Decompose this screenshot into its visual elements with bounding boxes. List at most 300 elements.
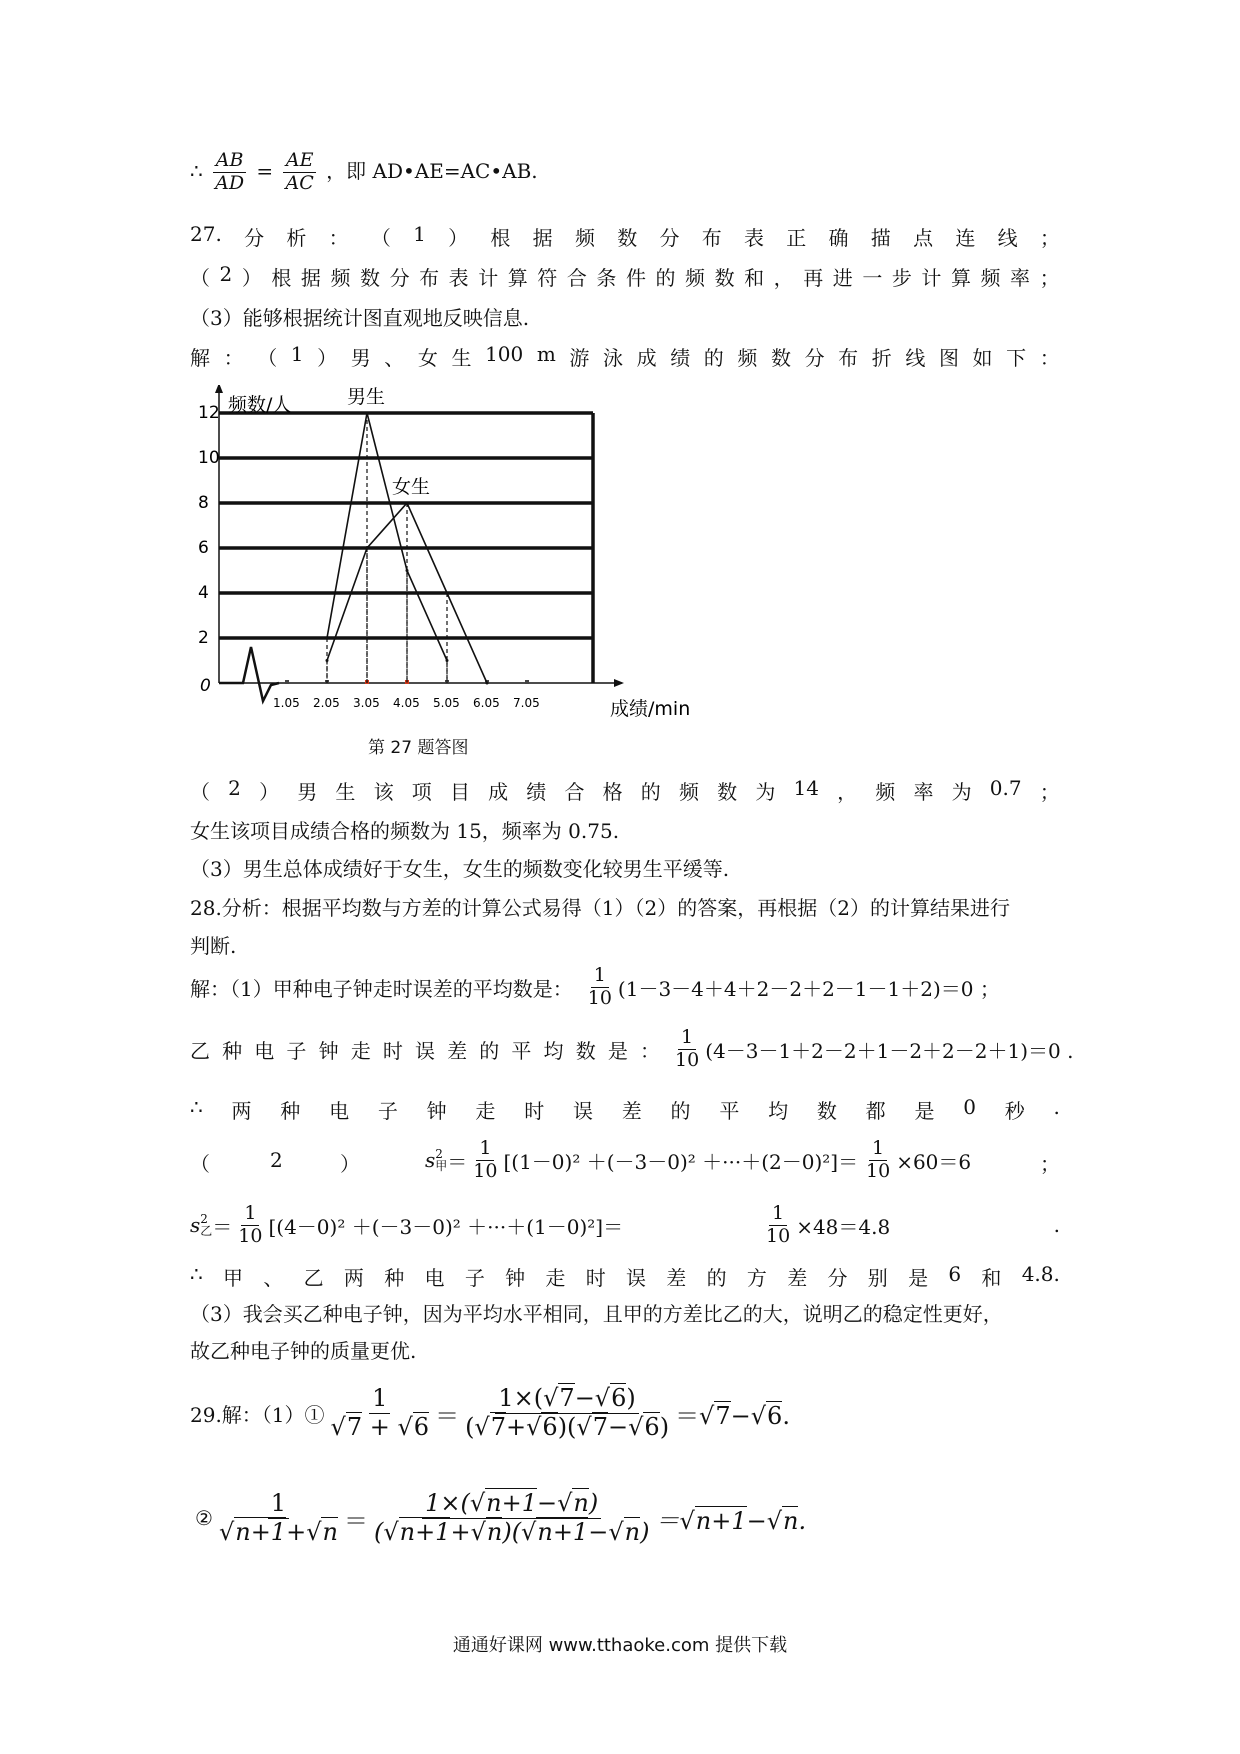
q27-analysis-token: ； bbox=[1039, 226, 1060, 250]
q28-therefore-token: 时 bbox=[524, 1099, 545, 1123]
q27-analysis-token: 布 bbox=[701, 226, 722, 250]
variance-symbol: s bbox=[190, 1213, 201, 1238]
q28-therefore-token: 方 bbox=[746, 1266, 767, 1290]
y-axis-arrow bbox=[215, 385, 223, 393]
q27-part2-token: 目 bbox=[449, 780, 470, 804]
variance-jia-expr: s 2 甲 ＝ $\frac{1}{10}$ [(1－0)² ＋(－3－0)² ＋···＋(2－0)²]＝ bbox=[425, 1137, 859, 1182]
origin-label: 0 bbox=[200, 676, 211, 696]
fraction-numerator: 1 bbox=[591, 965, 609, 988]
variance-yi-sum: [(4－0)² ＋(－3－0)² ＋···＋(1－0)²]＝ bbox=[268, 1214, 624, 1239]
q28-therefore-token: 钟 bbox=[426, 1099, 447, 1123]
q27-analysis-line2 bbox=[190, 262, 1060, 291]
q28-sol2-token: 钟 bbox=[318, 1038, 339, 1063]
q28-solution-line2 bbox=[190, 1027, 1073, 1072]
period: . bbox=[1053, 1213, 1060, 1237]
q27-analysis-token: （ bbox=[370, 226, 391, 250]
q28-sol2-token: 种 bbox=[222, 1038, 243, 1063]
q28-therefore-token: . bbox=[1053, 1095, 1060, 1119]
q27-analysis-token: 正 bbox=[786, 226, 807, 250]
q27-analysis-token: 频 bbox=[574, 226, 595, 250]
fraction-general-rationalized bbox=[371, 1490, 653, 1546]
fraction-denominator: 10 bbox=[866, 1159, 891, 1182]
radicand: 6 bbox=[413, 1412, 430, 1441]
q27-analysis-token: 频 bbox=[330, 266, 351, 290]
q28-therefore-token: 差 bbox=[621, 1099, 642, 1123]
q27-part2-token: ； bbox=[1039, 780, 1060, 804]
x-tick-label: 3.05 bbox=[353, 696, 380, 710]
numerator-prefix: 1×( bbox=[498, 1384, 544, 1412]
q28-therefore-token: 数 bbox=[816, 1099, 837, 1123]
y-axis-label: 频数/人 bbox=[228, 394, 292, 416]
fraction-denominator: AD bbox=[215, 171, 245, 194]
radicand: n+1 bbox=[235, 1517, 287, 1546]
q27-analysis-token: 计 bbox=[921, 266, 942, 290]
q27-solution-token: 图 bbox=[938, 346, 959, 370]
q27-analysis-token: 件 bbox=[625, 266, 646, 290]
q28-therefore-token: 误 bbox=[572, 1099, 593, 1123]
q28-therefore-token: 都 bbox=[865, 1099, 886, 1123]
q27-analysis-token: 条 bbox=[596, 266, 617, 290]
y-tick-label: 4 bbox=[198, 583, 209, 603]
q28-therefore-token: 别 bbox=[867, 1266, 888, 1290]
fraction-one-tenth bbox=[763, 1203, 793, 1248]
data-point bbox=[326, 637, 329, 640]
fraction-one-tenth bbox=[672, 1027, 702, 1072]
q27-part2-line1 bbox=[190, 776, 1060, 805]
q27-part2-token: 频 bbox=[678, 780, 699, 804]
q27-solution-token: 、 bbox=[384, 346, 405, 370]
fraction-numerator: 1×(√n+1−√n) bbox=[422, 1490, 601, 1519]
q28-sol2-token: 乙 bbox=[190, 1038, 210, 1063]
fraction-denominator: 10 bbox=[238, 1224, 263, 1247]
q28-therefore-token: 4.8. bbox=[1021, 1262, 1060, 1286]
data-point bbox=[366, 412, 369, 415]
fraction-one-tenth bbox=[863, 1138, 893, 1183]
q28-sol2-token: 是 bbox=[607, 1038, 628, 1063]
q27-part2-token: 合 bbox=[564, 780, 585, 804]
q28-therefore-token: 种 bbox=[280, 1099, 301, 1123]
q27-solution-token: （ bbox=[257, 346, 278, 370]
q28-therefore-token: 乙 bbox=[303, 1266, 324, 1290]
q27-part2-token: 绩 bbox=[526, 780, 547, 804]
variance-symbol: s bbox=[425, 1148, 436, 1173]
part-number: 2 bbox=[270, 1148, 283, 1172]
fraction-denominator: 10 bbox=[766, 1224, 791, 1247]
fraction-numerator: 1 bbox=[678, 1027, 696, 1050]
q27-part2-token: 生 bbox=[335, 780, 356, 804]
series-line-male bbox=[327, 413, 447, 661]
radicand: 7 bbox=[346, 1412, 363, 1441]
fraction-rationalize bbox=[328, 1385, 433, 1441]
q27-part2-token: 的 bbox=[640, 780, 661, 804]
q27-part2-token: ） bbox=[259, 780, 280, 804]
superscript: 2 bbox=[435, 1147, 443, 1162]
q27-solution-token: m bbox=[536, 342, 556, 366]
q27-solution-token: 游 bbox=[569, 346, 590, 370]
q27-solution-token: 绩 bbox=[670, 346, 691, 370]
q27-solution-token: 生 bbox=[451, 346, 472, 370]
q27-solution-token: 的 bbox=[703, 346, 724, 370]
fraction-denominator: 10 bbox=[675, 1048, 700, 1071]
q27-analysis-token: 分 bbox=[389, 266, 410, 290]
q28-therefore-token: 两 bbox=[343, 1266, 364, 1290]
variance-jia-result bbox=[860, 1138, 971, 1183]
fraction-denominator: √n+1+√n bbox=[218, 1517, 338, 1546]
q27-analysis-token: ； bbox=[1039, 266, 1060, 290]
q27-solution-token: 数 bbox=[770, 346, 791, 370]
q27-analysis-token: 27. bbox=[190, 222, 222, 246]
variance-jia-sum: [(1－0)² ＋(－3－0)² ＋···＋(2－0)²]＝ bbox=[503, 1149, 859, 1174]
fraction-denominator: √7 + √6 bbox=[330, 1412, 430, 1441]
superscript: 2 bbox=[200, 1212, 208, 1227]
q28-therefore-token: 是 bbox=[908, 1266, 929, 1290]
radicand: n bbox=[573, 1489, 589, 1517]
radicand: n bbox=[486, 1517, 503, 1546]
series-label-female: 女生 bbox=[392, 476, 431, 498]
q28-therefore-token: 误 bbox=[626, 1266, 646, 1290]
q28-therefore-token: 分 bbox=[827, 1266, 848, 1290]
q28-therefore-line1 bbox=[190, 1095, 1060, 1124]
q27-analysis-token: 的 bbox=[655, 266, 676, 290]
q27-analysis-token: 数 bbox=[617, 226, 638, 250]
y-tick-label: 8 bbox=[198, 493, 209, 513]
q27-solution-token: 100 bbox=[485, 342, 524, 366]
footer-credit: 通通好课网 www.tthaoke.com 提供下载 bbox=[452, 1635, 788, 1656]
q27-solution-token: 男 bbox=[350, 346, 371, 370]
fraction-one-tenth bbox=[470, 1138, 500, 1183]
fraction-denominator: (√7+√6)(√7−√6) bbox=[465, 1412, 670, 1441]
q27-analysis-token: 点 bbox=[913, 226, 934, 250]
q28-therefore-token: 子 bbox=[377, 1099, 398, 1123]
q27-analysis-token: 率 bbox=[1010, 266, 1031, 290]
radicand: 6 bbox=[611, 1384, 627, 1412]
data-point bbox=[366, 547, 369, 550]
radicand: 7 bbox=[715, 1401, 731, 1430]
q27-analysis-line1 bbox=[190, 222, 1060, 251]
q27-analysis-token: 频 bbox=[980, 266, 1001, 290]
x-axis-arrow bbox=[614, 679, 624, 687]
q28-sol2-token: 平 bbox=[511, 1038, 532, 1063]
q28-therefore-token: 电 bbox=[329, 1099, 350, 1123]
q27-analysis-token: 进 bbox=[832, 266, 853, 290]
q27-analysis-token: 分 bbox=[244, 226, 265, 250]
q28-analysis: 28.分析：根据平均数与方差的计算公式易得（1）（2）的答案，再根据（2）的计算结果进行 bbox=[190, 896, 1010, 920]
data-point bbox=[446, 659, 449, 662]
q27-analysis-token: 布 bbox=[419, 266, 440, 290]
q27-analysis-token: 2 bbox=[219, 262, 233, 286]
semicolon: ； bbox=[1040, 1152, 1060, 1176]
q28-therefore-token: 钟 bbox=[505, 1266, 526, 1290]
fraction-numerator: AB bbox=[213, 150, 247, 173]
q28-solution-line1 bbox=[190, 965, 1000, 1010]
radicand: n bbox=[322, 1517, 338, 1546]
q27-solution-token: 折 bbox=[871, 346, 892, 370]
radicand: 7 bbox=[559, 1384, 575, 1412]
q28-sol2-token: 误 bbox=[414, 1038, 435, 1063]
q27-analysis-line3: （3）能够根据统计图直观地反映信息. bbox=[190, 306, 530, 330]
q27-analysis-token: 线 bbox=[997, 226, 1018, 250]
q27-part2-token: 频 bbox=[875, 780, 896, 804]
q27-part2-token: 男 bbox=[297, 780, 318, 804]
fraction-numerator: 1 bbox=[268, 1490, 289, 1519]
q28-therefore-token: 差 bbox=[787, 1266, 808, 1290]
variance-yi-value: ×48＝4.8 bbox=[796, 1214, 891, 1239]
numerator-prefix: 1×( bbox=[425, 1489, 470, 1517]
q27-part2-token: 14 bbox=[793, 776, 819, 800]
q27-analysis-token: ： bbox=[328, 226, 349, 250]
q28-sol2-token: ： bbox=[639, 1038, 660, 1063]
q28-therefore-token: ∴ bbox=[190, 1262, 203, 1286]
q28-therefore-token: 秒 bbox=[1004, 1099, 1025, 1123]
axis-break-zigzag bbox=[219, 647, 279, 701]
fraction-numerator: 1 bbox=[476, 1138, 494, 1161]
circled-two: ② bbox=[195, 1506, 213, 1531]
q27-analysis-token: 连 bbox=[955, 226, 976, 250]
q27-solution-line bbox=[190, 342, 1060, 371]
radicand: 7 bbox=[592, 1412, 608, 1441]
q28-therefore-token: 种 bbox=[384, 1266, 405, 1290]
q27-analysis-token: 据 bbox=[300, 266, 321, 290]
q27-analysis-token: 频 bbox=[685, 266, 706, 290]
q28-sol1-text: 解：（1）甲种电子钟走时误差的平均数是： bbox=[190, 976, 573, 1001]
x-tick-label: 2.05 bbox=[313, 696, 340, 710]
x-tick-label: 7.05 bbox=[513, 696, 540, 710]
q28-therefore-token: 走 bbox=[475, 1099, 496, 1123]
q28-therefore-token: 是 bbox=[914, 1099, 935, 1123]
q27-analysis-token: 再 bbox=[803, 266, 824, 290]
fraction-numerator: 1×(√7−√6) bbox=[495, 1385, 638, 1414]
series-label-male: 男生 bbox=[347, 386, 386, 408]
q27-part2-token: （ bbox=[190, 780, 210, 804]
radicand: n+1 bbox=[399, 1517, 451, 1546]
fraction-numerator: 1 bbox=[869, 1138, 887, 1161]
q27-solution-token: 解 bbox=[190, 346, 210, 370]
q27-solution-token: ） bbox=[317, 346, 338, 370]
y-tick-label: 12 bbox=[198, 403, 220, 423]
q27-analysis-token: 析 bbox=[286, 226, 307, 250]
q27-analysis-token: 根 bbox=[490, 226, 511, 250]
x-tick-label: 5.05 bbox=[433, 696, 460, 710]
q28-variance-jia bbox=[190, 1130, 1060, 1190]
q29-part2: ② $\frac{1}{√n+1+√n}$ ＝ $\frac{1\times(√n+1-√n)}{(√n+1+√n)(√n+1-√n)}$ ＝√n+1−√n. bbox=[195, 1489, 807, 1546]
y-tick-label: 6 bbox=[198, 538, 209, 558]
q27-solution-token: 女 bbox=[417, 346, 438, 370]
fraction-numerator: 1 bbox=[241, 1203, 259, 1226]
q27-analysis-token: 表 bbox=[448, 266, 469, 290]
fraction-rationalized bbox=[462, 1385, 672, 1441]
q28-therefore-token: 两 bbox=[231, 1099, 252, 1123]
q28-therefore-token: ∴ bbox=[190, 1095, 203, 1119]
x-axis-label: 成绩/min bbox=[610, 698, 691, 720]
radicand: 6 bbox=[767, 1401, 783, 1430]
q27-analysis-token: 数 bbox=[360, 266, 381, 290]
x-tick-label: 4.05 bbox=[393, 696, 420, 710]
radicand: n+1 bbox=[537, 1517, 589, 1546]
q28-therefore-token: 电 bbox=[424, 1266, 445, 1290]
q28-therefore-token: 差 bbox=[666, 1266, 687, 1290]
proof-text: ，即 AD•AE=AC•AB. bbox=[326, 158, 538, 183]
q28-part3-line1: （3）我会买乙种电子钟，因为平均水平相同，且甲的方差比乙的大，说明乙的稳定性更好， bbox=[190, 1302, 1003, 1326]
proof-conclusion bbox=[190, 150, 538, 195]
q28-therefore-token: 均 bbox=[768, 1099, 789, 1123]
fraction-denominator: 10 bbox=[473, 1159, 498, 1182]
q28-sol2-text bbox=[190, 1035, 660, 1064]
q27-solution-token: ： bbox=[223, 346, 244, 370]
y-tick-label: 2 bbox=[198, 628, 209, 648]
data-point bbox=[406, 569, 409, 572]
fraction-one-tenth bbox=[585, 965, 615, 1010]
q27-solution-token: 分 bbox=[804, 346, 825, 370]
paren-close: ） bbox=[340, 1152, 360, 1176]
q28-therefore-token: 平 bbox=[719, 1099, 740, 1123]
chart-caption: 第 27 题答图 bbox=[368, 738, 469, 758]
variance-scripts bbox=[200, 1213, 212, 1237]
fraction-one-tenth bbox=[235, 1203, 265, 1248]
subscript: 甲 bbox=[435, 1159, 448, 1174]
q28-sol1-expression: (1－3－4＋4＋2－2＋2－1－1＋2)＝0 ； bbox=[617, 976, 1000, 1001]
q28-sol2-token: 的 bbox=[479, 1038, 500, 1063]
data-point bbox=[406, 502, 409, 505]
q27-analysis-token: 步 bbox=[891, 266, 912, 290]
q27-analysis-token: ， bbox=[773, 266, 794, 290]
q27-analysis-token: ） bbox=[241, 266, 262, 290]
radicand: n bbox=[783, 1506, 799, 1535]
q27-part2-token: 项 bbox=[411, 780, 432, 804]
fraction-numerator: AE bbox=[283, 150, 317, 173]
q28-sol2-token: 走 bbox=[350, 1038, 371, 1063]
fraction-ab-ad bbox=[212, 150, 247, 195]
q27-analysis-token: 计 bbox=[478, 266, 499, 290]
q28-therefore-token: 、 bbox=[263, 1266, 284, 1290]
fraction-numerator: 1 bbox=[769, 1203, 787, 1226]
q27-part2-token: 为 bbox=[755, 780, 776, 804]
data-point bbox=[446, 592, 449, 595]
q28-therefore-token: 时 bbox=[585, 1266, 606, 1290]
q27-solution-token: 下 bbox=[1006, 346, 1027, 370]
q28-analysis-cont: 判断. bbox=[190, 934, 237, 958]
q27-solution-token: 线 bbox=[905, 346, 926, 370]
fraction-general bbox=[216, 1490, 341, 1546]
q27-analysis-token: 分 bbox=[659, 226, 680, 250]
fraction-denominator: 10 bbox=[587, 986, 612, 1009]
q29-part1: 29.解：（1）① $\frac{1}{√7 + √6}$ ＝ $\frac{1\times(√7-√6)}{(√7+√6)(√7-√6)}$ ＝√7−√6. bbox=[190, 1384, 790, 1441]
q27-part2-token: 2 bbox=[228, 776, 241, 800]
q27-analysis-token: ） bbox=[448, 226, 469, 250]
q28-therefore-token: 和 bbox=[981, 1266, 1002, 1290]
q27-part2-token: 格 bbox=[602, 780, 623, 804]
q27-solution-token: 成 bbox=[636, 346, 657, 370]
q27-analysis-token: 合 bbox=[566, 266, 587, 290]
q27-analysis-token: 符 bbox=[537, 266, 558, 290]
y-tick-label: 10 bbox=[198, 448, 220, 468]
q27-solution-token: 布 bbox=[838, 346, 859, 370]
q28-therefore-token: 的 bbox=[706, 1266, 727, 1290]
data-point bbox=[326, 659, 329, 662]
q28-sol2-token: 均 bbox=[543, 1038, 564, 1063]
q27-analysis-token: 根 bbox=[271, 266, 292, 290]
radicand: 6 bbox=[644, 1412, 660, 1441]
q28-therefore-token: 0 bbox=[963, 1095, 976, 1119]
q27-analysis-token: （ bbox=[190, 266, 210, 290]
q27-solution-token: 如 bbox=[972, 346, 993, 370]
radicand: 6 bbox=[542, 1412, 558, 1441]
q27-analysis-token: 确 bbox=[828, 226, 849, 250]
q27-part2-line2: 女生该项目成绩合格的频数为 15，频率为 0.75. bbox=[190, 819, 620, 843]
q28-part3-line2: 故乙种电子钟的质量更优. bbox=[190, 1339, 417, 1363]
radicand: 7 bbox=[490, 1412, 506, 1441]
q27-analysis-token: 据 bbox=[532, 226, 553, 250]
frequency-line-chart bbox=[190, 385, 790, 725]
radicand: n bbox=[624, 1517, 641, 1546]
q27-analysis-token: 1 bbox=[413, 222, 426, 246]
q28-sol2-token: 差 bbox=[447, 1038, 468, 1063]
q28-sol2-token: 子 bbox=[286, 1038, 307, 1063]
q28-sol2-token: 时 bbox=[382, 1038, 403, 1063]
q27-part2-token: 率 bbox=[913, 780, 934, 804]
equals-sign: = bbox=[256, 158, 274, 183]
x-tick-mark bbox=[285, 680, 289, 684]
q27-part2-token: 0.7 bbox=[989, 776, 1022, 800]
subscript: 乙 bbox=[200, 1224, 213, 1239]
q28-sol2-token: 电 bbox=[254, 1038, 275, 1063]
x-tick-label: 1.05 bbox=[273, 696, 300, 710]
q28-therefore-line2 bbox=[190, 1262, 1060, 1291]
q28-therefore-token: 甲 bbox=[223, 1266, 244, 1290]
q27-part2-token: ， bbox=[837, 780, 858, 804]
q28-therefore-token: 走 bbox=[545, 1266, 566, 1290]
q27-part2-token: 该 bbox=[373, 780, 394, 804]
q27-part2-token: 为 bbox=[951, 780, 972, 804]
q27-part2-token: 数 bbox=[717, 780, 738, 804]
therefore-symbol: ∴ bbox=[190, 158, 203, 183]
q28-sol2-token: 数 bbox=[575, 1038, 596, 1063]
q28-therefore-token: 的 bbox=[670, 1099, 691, 1123]
q27-analysis-token: 数 bbox=[714, 266, 735, 290]
q28-therefore-token: 6 bbox=[948, 1262, 962, 1286]
q27-part2-token: 成 bbox=[488, 780, 509, 804]
q27-solution-token: 频 bbox=[737, 346, 758, 370]
q27-analysis-token: 一 bbox=[862, 266, 883, 290]
q27-solution-token: 1 bbox=[290, 342, 304, 366]
x-tick-label: 6.05 bbox=[473, 696, 500, 710]
q27-analysis-token: 算 bbox=[950, 266, 971, 290]
variance-yi-result bbox=[760, 1203, 890, 1248]
radicand: n+1 bbox=[486, 1489, 538, 1517]
q27-analysis-token: 描 bbox=[870, 226, 891, 250]
variance-scripts bbox=[435, 1148, 447, 1172]
x-tick-mark bbox=[525, 680, 529, 684]
q27-solution-token: ： bbox=[1039, 346, 1060, 370]
radicand: n+1 bbox=[695, 1506, 747, 1535]
q28-sol2-expression: (4－3－1＋2－2＋1－2＋2－2＋1)＝0 . bbox=[705, 1038, 1074, 1063]
fraction-denominator: (√n+1+√n)(√n+1−√n) bbox=[373, 1517, 650, 1546]
q28-variance-yi bbox=[190, 1195, 1060, 1255]
q27-analysis-token: 表 bbox=[744, 226, 764, 250]
q27-analysis-token: 算 bbox=[507, 266, 528, 290]
q29-label: 29.解：（1）① bbox=[190, 1402, 325, 1427]
data-point bbox=[486, 682, 489, 685]
paren-open: （ bbox=[190, 1152, 210, 1176]
q27-analysis-token: 和 bbox=[744, 266, 765, 290]
fraction-denominator: AC bbox=[285, 171, 314, 194]
q28-therefore-token: 子 bbox=[464, 1266, 485, 1290]
fraction-numerator: 1 bbox=[369, 1385, 390, 1414]
fraction-ae-ac bbox=[283, 150, 317, 195]
q27-solution-token: 泳 bbox=[603, 346, 624, 370]
q27-part3: （3）男生总体成绩好于女生，女生的频数变化较男生平缓等. bbox=[190, 857, 730, 881]
variance-yi-expr: s 2 乙 ＝ $\frac{1}{10}$ [(4－0)² ＋(－3－0)² ＋···＋(1－0)²]＝ bbox=[190, 1202, 624, 1247]
variance-jia-value: ×60＝6 bbox=[896, 1149, 972, 1174]
